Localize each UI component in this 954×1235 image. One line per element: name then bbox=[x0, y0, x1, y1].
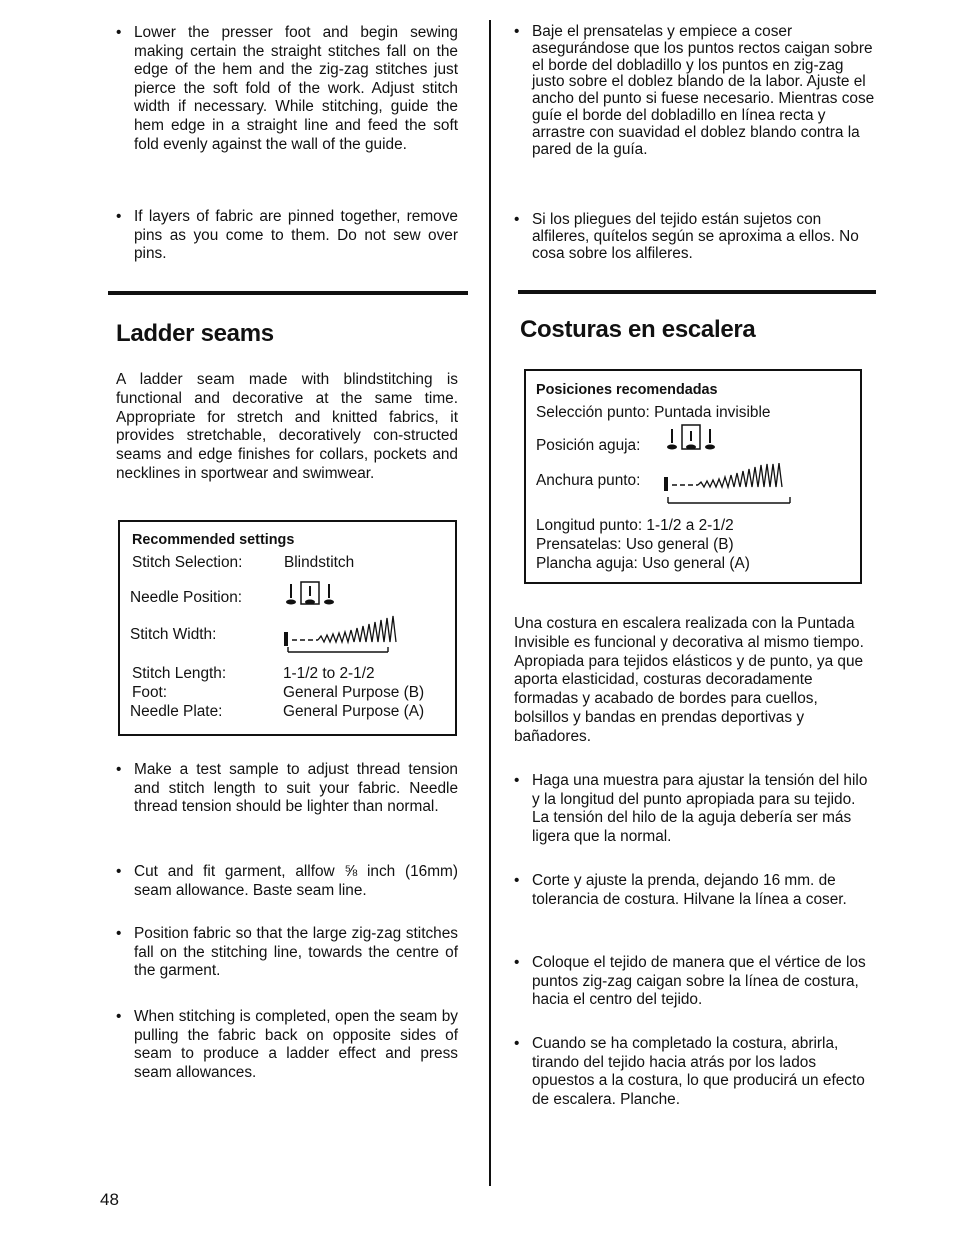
stitch-selection-value: Blindstitch bbox=[284, 554, 355, 571]
bullet-text: If layers of fabric are pinned together, remove pins as you come to them. Do not sew over pins. bbox=[134, 208, 458, 263]
section-paragraph: Una costura en escalera realizada con la Puntada Invisible es funcional y decorativa al mismo tiempo. Apropiada para tejidos elásticos y de punto, ya que aporta elasticidad, costuras decoradamente formadas y acabado de bordes para cuellos, bolsillos y bandas en prendas deportivas y bañadores. bbox=[514, 615, 864, 745]
foot-value: General Purpose (B) bbox=[283, 684, 425, 701]
bullet-item bbox=[116, 761, 458, 817]
bullet-item bbox=[514, 954, 876, 1010]
bullet-text: Lower the presser foot and begin sewing making certain the straight stitches fall on the edge of the hem and the zig-zag stitches just pierce the soft fold of the work. Adjust stitch width if necessary. While stitching, guide the hem edge in a straight line and feed the soft fold evenly against the wall of the guide. bbox=[134, 24, 458, 153]
stitch-length-label: Stitch Length: bbox=[132, 665, 227, 682]
bullet-icon: • bbox=[116, 925, 122, 942]
stitch-length: Longitud punto: 1-1/2 a 2-1/2 bbox=[536, 517, 734, 534]
needle-plate-label: Needle Plate: bbox=[130, 703, 223, 720]
section-heading: Ladder seams bbox=[116, 320, 274, 347]
bullet-item bbox=[116, 1008, 458, 1082]
needle-position-icon bbox=[285, 580, 337, 608]
bullet-item bbox=[514, 872, 876, 909]
section-rule bbox=[518, 290, 876, 294]
bullet-text: Corte y ajuste la prenda, dejando 16 mm. de tolerancia de costura. Hilvane la línea a coser. bbox=[532, 872, 847, 908]
section-rule bbox=[108, 291, 468, 295]
section-paragraph: A ladder seam made with blindstitching is functional and decorative at the same time. Appropriate for stretch and knitted fabrics, it provides stretchable, decoratively con-structed seams and edge finishes for collars, pockets and necklines in sportwear and swimwear. bbox=[116, 371, 458, 482]
bullet-icon: • bbox=[116, 1008, 122, 1025]
bullet-icon: • bbox=[116, 761, 122, 778]
bullet-text: When stitching is completed, open the seam by pulling the fabric back on opposite sides of seam to produce a ladder effect and press seam allowances. bbox=[134, 1008, 458, 1081]
bullet-text: Haga una muestra para ajustar la tensión del hilo y la longitud del punto apropiada para su tejido. La tensión del hilo de la aguja debería ser más ligera que la normal. bbox=[532, 772, 868, 845]
needle-position-label: Needle Position: bbox=[130, 589, 243, 606]
bullet-icon: • bbox=[116, 863, 122, 880]
needle-position-icon bbox=[666, 423, 718, 453]
bullet-icon: • bbox=[116, 208, 122, 225]
foot-label: Foot: bbox=[132, 684, 168, 701]
settings-title: Recommended settings bbox=[132, 532, 295, 548]
bullet-item bbox=[514, 772, 876, 846]
bullet-icon: • bbox=[514, 23, 520, 40]
stitch-selection-label: Stitch Selection: bbox=[132, 554, 243, 571]
stitch-width-icon bbox=[662, 463, 802, 507]
needle-plate: Plancha aguja: Uso general (A) bbox=[536, 555, 750, 572]
bullet-item bbox=[514, 1035, 876, 1109]
page-number: 48 bbox=[100, 1190, 119, 1209]
needle-position-label: Posición aguja: bbox=[536, 437, 641, 454]
column-divider bbox=[489, 20, 491, 1186]
bullet-icon: • bbox=[514, 772, 520, 789]
bullet-item bbox=[514, 212, 876, 262]
bullet-icon: • bbox=[514, 954, 520, 971]
bullet-icon: • bbox=[514, 211, 520, 228]
foot: Prensatelas: Uso general (B) bbox=[536, 536, 734, 553]
section-heading: Costuras en escalera bbox=[520, 316, 756, 343]
bullet-text: Baje el prensatelas y empiece a coser asegurándose que los puntos rectos caigan sobre el borde del dobladillo y los puntos en zig-zag justo sobre el doblez blando de la labor. Ajuste el ancho del punto si fuese necesario. Mientras cose guíe el borde del dobladillo en línea recta y arrastre con suavidad el doblez blando contra la pared de la guía. bbox=[532, 23, 875, 158]
bullet-item bbox=[116, 24, 458, 154]
stitch-width-label: Anchura punto: bbox=[536, 472, 641, 489]
bullet-icon: • bbox=[116, 24, 122, 41]
bullet-text: Cuando se ha completado la costura, abrirla, tirando del tejido hacia atrás por los lados opuestos a la costura, lo que producirá un efecto de escalera. Planche. bbox=[532, 1035, 865, 1108]
bullet-text: Si los pliegues del tejido están sujetos con alfileres, quítelos según se aproxima a ellos. No cosa sobre los alfileres. bbox=[532, 211, 859, 262]
bullet-text: Coloque el tejido de manera que el vértice de los puntos zig-zag caigan sobre la línea de costura, hacia el centro del tejido. bbox=[532, 954, 866, 1009]
bullet-icon: • bbox=[514, 1035, 520, 1052]
settings-title: Posiciones recomendadas bbox=[536, 382, 718, 398]
recommended-settings-box bbox=[524, 369, 862, 584]
bullet-item bbox=[514, 24, 876, 158]
bullet-item bbox=[116, 863, 458, 900]
bullet-text: Position fabric so that the large zig-zag stitches fall on the stitching line, towards the centre of the garment. bbox=[134, 925, 458, 980]
bullet-text: Make a test sample to adjust thread tension and stitch length to suit your fabric. Needle thread tension should be lighter than normal. bbox=[134, 761, 458, 816]
bullet-text: Cut and fit garment, allfow ⅝ inch (16mm) seam allowance. Baste seam line. bbox=[134, 863, 458, 899]
bullet-item bbox=[116, 925, 458, 981]
stitch-selection: Selección punto: Puntada invisible bbox=[536, 404, 771, 421]
needle-plate-value: General Purpose (A) bbox=[283, 703, 425, 720]
bullet-item bbox=[116, 208, 458, 264]
stitch-width-label: Stitch Width: bbox=[130, 626, 217, 643]
recommended-settings-box bbox=[118, 520, 457, 736]
stitch-width-icon bbox=[282, 614, 422, 658]
stitch-length-value: 1-1/2 to 2-1/2 bbox=[283, 665, 375, 682]
bullet-icon: • bbox=[514, 872, 520, 889]
